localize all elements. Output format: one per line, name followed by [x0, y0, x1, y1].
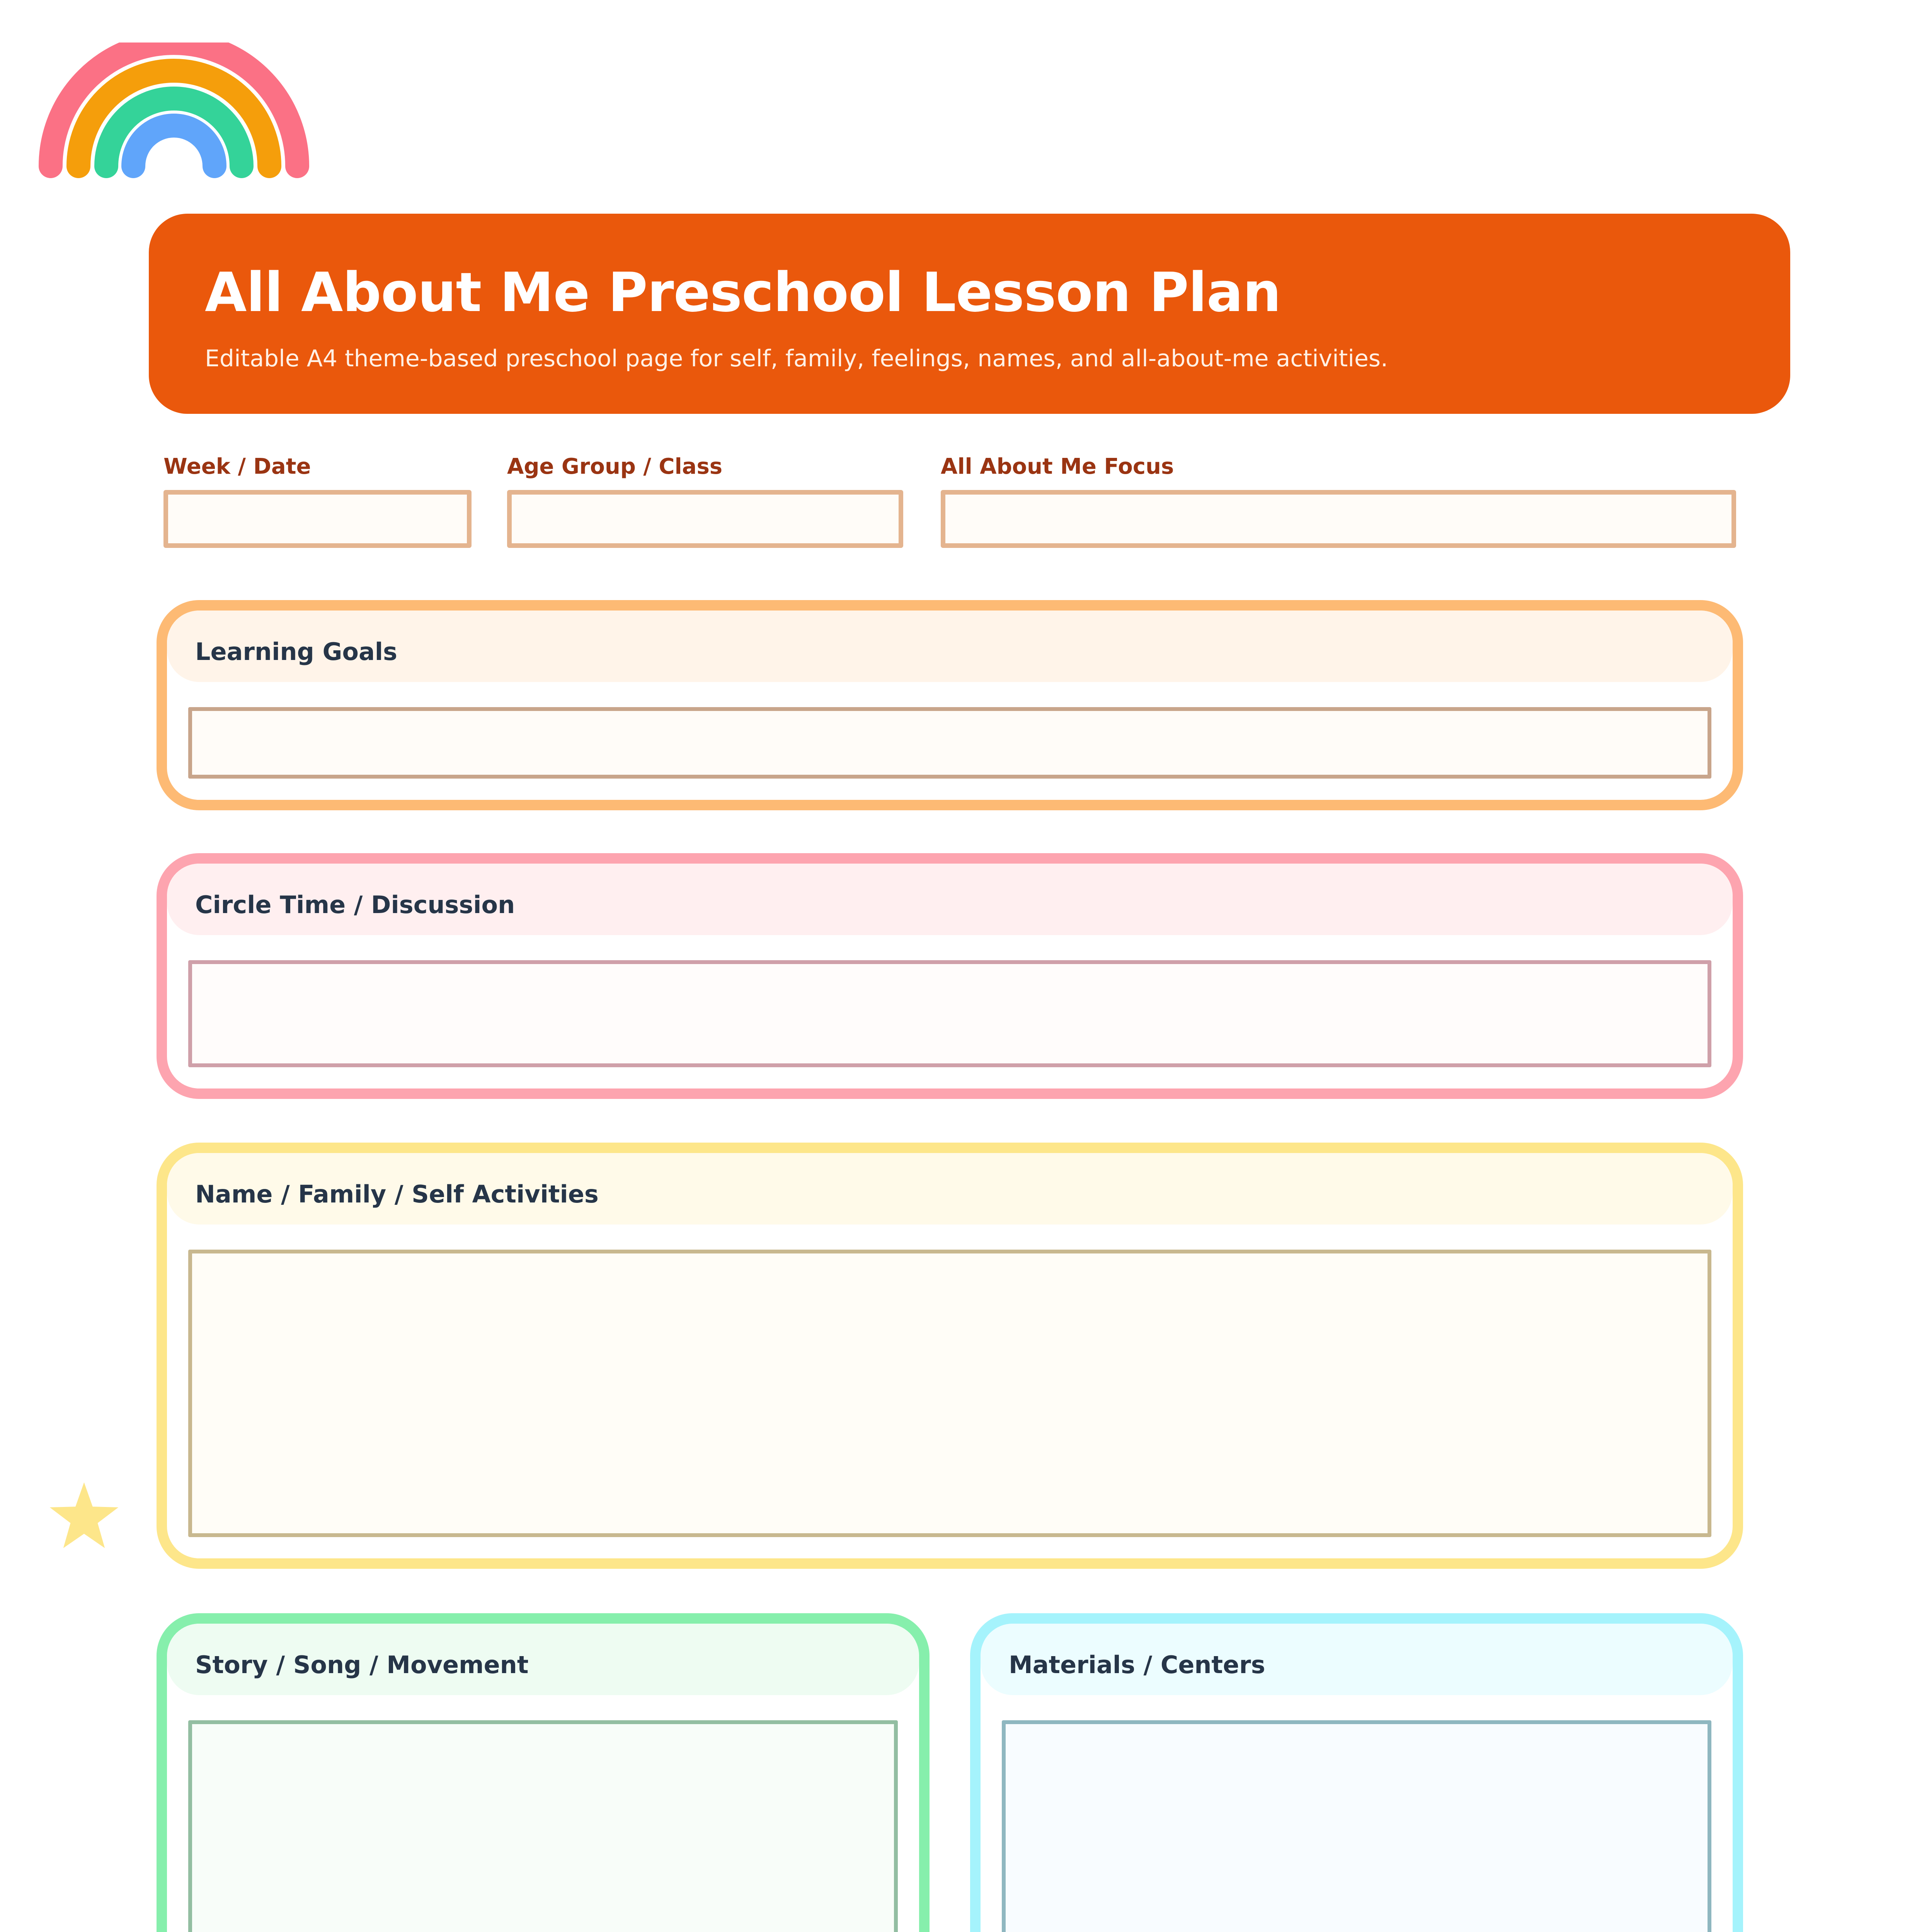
circle-time-field[interactable] [188, 960, 1711, 1067]
materials-field[interactable] [1002, 1720, 1711, 1932]
story-song-field[interactable] [188, 1720, 898, 1932]
page-title: All About Me Preschool Lesson Plan [205, 261, 1281, 324]
star-icon [48, 1482, 120, 1551]
materials-title: Materials / Centers [1009, 1651, 1265, 1679]
circle-time-title: Circle Time / Discussion [195, 891, 515, 919]
learning-goals-section [157, 600, 1743, 810]
materials-section [970, 1613, 1743, 1932]
circle-time-section [157, 853, 1743, 1099]
self-activities-title: Name / Family / Self Activities [195, 1180, 599, 1208]
week-date-label: Week / Date [163, 454, 311, 479]
week-date-field[interactable] [163, 490, 472, 548]
story-song-title: Story / Song / Movement [195, 1651, 529, 1679]
focus-field[interactable] [941, 490, 1736, 548]
self-activities-field[interactable] [188, 1250, 1711, 1537]
rainbow-icon [37, 43, 311, 189]
story-song-section [157, 1613, 930, 1932]
focus-label: All About Me Focus [941, 454, 1174, 479]
age-group-label: Age Group / Class [507, 454, 723, 479]
age-group-field[interactable] [507, 490, 903, 548]
learning-goals-title: Learning Goals [195, 638, 397, 666]
section-header [167, 611, 1733, 682]
title-banner [149, 214, 1790, 414]
page-subtitle: Editable A4 theme-based preschool page for self, family, feelings, names, and all-about-me activities. [205, 345, 1388, 372]
self-activities-section [157, 1143, 1743, 1569]
learning-goals-field[interactable] [188, 707, 1711, 779]
